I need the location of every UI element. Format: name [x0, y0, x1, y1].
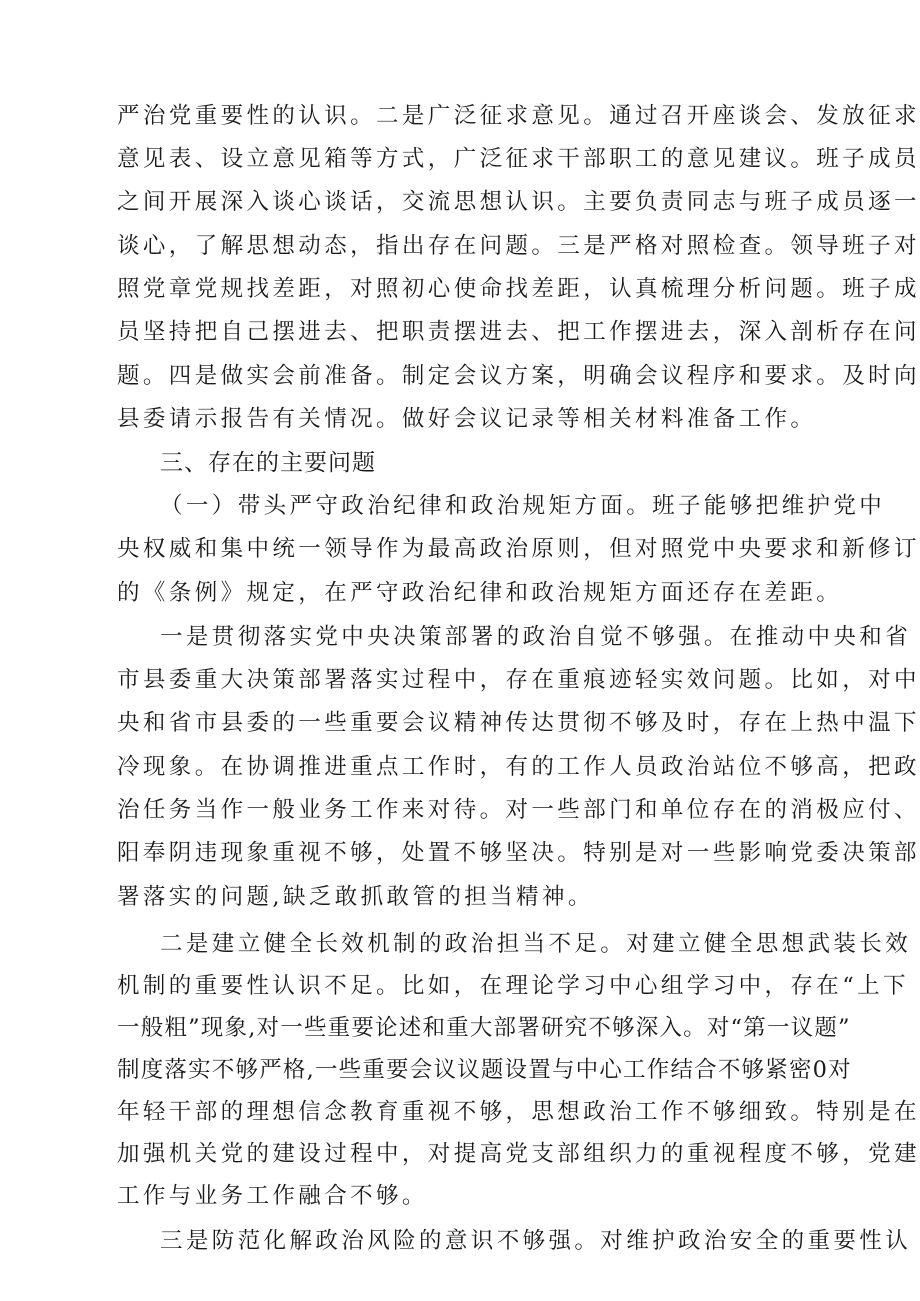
text-line: 年轻干部的理想信念教育重视不够，思想政治工作不够细致。特别是在 — [117, 1099, 920, 1125]
text-line: 员坚持把自己摆进去、把职责摆进去、把工作摆进去，深入剖析存在问 — [117, 319, 920, 345]
text-line: 冷现象。在协调推进重点工作时，有的工作人员政治站位不够高，把政 — [117, 754, 920, 780]
text-line: （一）带头严守政治纪律和政治规矩方面。班子能够把维护党中 — [160, 493, 886, 519]
text-line: 县委请示报告有关情况。做好会议记录等相关材料准备工作。 — [117, 406, 817, 432]
text-line: 的《条例》规定，在严守政治纪律和政治规矩方面还存在差距。 — [117, 580, 843, 606]
text-line: 加强机关党的建设过程中，对提高党支部组织力的重视程度不够，党建 — [117, 1141, 920, 1167]
text-line: 市县委重大决策部署落实过程中，存在重痕迹轻实效问题。比如，对中 — [117, 667, 920, 693]
text-line: 央和省市县委的一些重要会议精神传达贯彻不够及时，存在上热中温下 — [117, 710, 920, 736]
text-line: 意见表、设立意见箱等方式，广泛征求干部职工的意见建议。班子成员 — [117, 146, 920, 172]
text-line: 署落实的问题,缺乏敢抓敢管的担当精神。 — [117, 884, 594, 910]
section-heading: 三、存在的主要问题 — [160, 450, 376, 476]
text-line: 治任务当作一般业务工作来对待。对一些部门和单位存在的消极应付、 — [117, 797, 920, 823]
text-line: 二是建立健全长效机制的政治担当不足。对建立健全思想武装长效 — [160, 931, 912, 957]
text-line: 谈心，了解思想动态，指出存在问题。三是严格对照检查。领导班子对 — [117, 233, 920, 259]
text-line: 三是防范化解政治风险的意识不够强。对维护政治安全的重要性认 — [160, 1228, 912, 1254]
text-line: 题。四是做实会前准备。制定会议方案，明确会议程序和要求。及时向 — [117, 363, 920, 389]
text-line: 严治党重要性的认识。二是广泛征求意见。通过召开座谈会、发放征求 — [117, 103, 920, 129]
text-line: 一是贯彻落实党中央决策部署的政治自觉不够强。在推动中央和省 — [160, 624, 912, 650]
text-line: 机制的重要性认识不足。比如，在理论学习中心组学习中，存在“上下 — [117, 973, 909, 999]
text-line: 一般粗”现象,对一些重要论述和重大部署研究不够深入。对“第一议题” — [117, 1015, 851, 1041]
text-line: 之间开展深入谈心谈话，交流思想认识。主要负责同志与班子成员逐一 — [117, 189, 920, 215]
text-line: 照党章党规找差距，对照初心使命找差距，认真梳理分析问题。班子成 — [117, 276, 920, 302]
text-line: 工作与业务工作融合不够。 — [117, 1183, 428, 1209]
text-line: 阳奉阴违现象重视不够，处置不够坚决。特别是对一些影响党委决策部 — [117, 840, 920, 866]
text-line: 央权威和集中统一领导作为最高政治原则，但对照党中央要求和新修订 — [117, 536, 920, 562]
text-line: 制度落实不够严格,一些重要会议议题设置与中心工作结合不够紧密0对 — [117, 1057, 852, 1083]
